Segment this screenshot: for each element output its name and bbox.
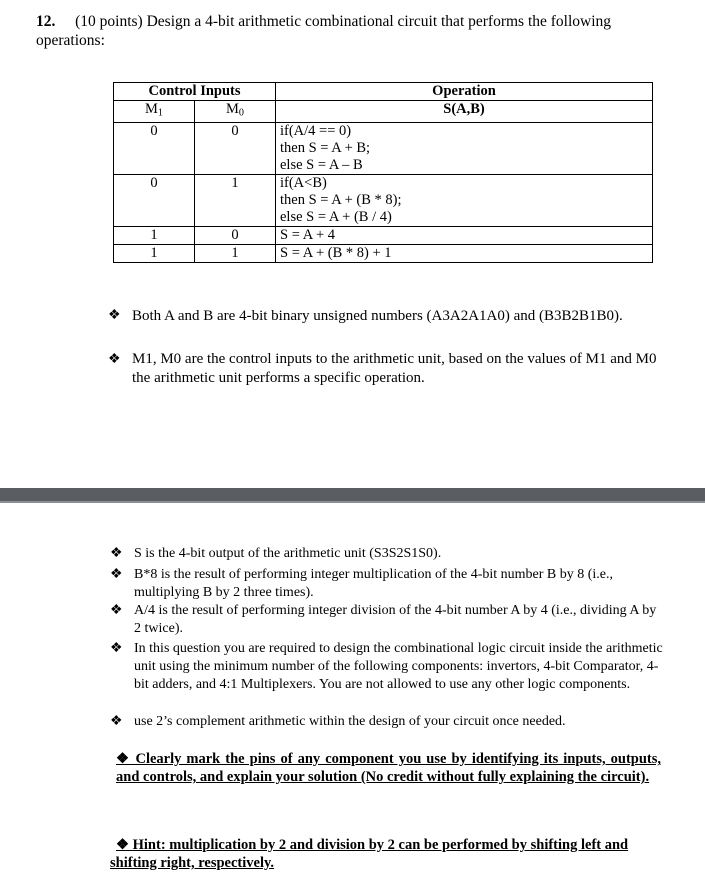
header-operation: Operation — [276, 83, 653, 101]
page-separator — [0, 488, 705, 502]
op-line: then S = A + (B * 8); — [280, 191, 402, 208]
list-item — [110, 640, 665, 714]
note-hint — [110, 836, 662, 872]
page-separator-edge — [0, 501, 705, 503]
hint-text: Hint: multiplication by 2 and division by 2 can be performed by shifting left and shifting right, respectively. — [110, 837, 629, 871]
row-m1: 0 — [114, 174, 195, 226]
bullet-text: S is the 4-bit output of the arithmetic unit (S3S2S1S0). — [134, 546, 442, 561]
row-m0: 1 — [195, 244, 276, 262]
table-row — [114, 174, 653, 226]
bullet-diamond-icon: ❖ — [108, 352, 121, 367]
header-control-inputs: Control Inputs — [114, 83, 276, 101]
list-item — [110, 566, 665, 604]
op-line: then S = A + B; — [280, 139, 371, 156]
bullet-diamond-icon: ❖ — [110, 567, 123, 582]
list-item — [110, 713, 665, 733]
bullet-diamond-icon: ❖ — [110, 641, 123, 656]
op-line: if(A/4 == 0) — [280, 122, 352, 139]
list-item — [108, 350, 663, 390]
row-operation — [276, 174, 653, 226]
bullet-text: use 2’s complement arithmetic within the design of your circuit once needed. — [134, 714, 566, 729]
note-clearly-mark — [116, 750, 661, 786]
note-text: Clearly mark the pins of any component you use by identifying its inputs, outputs, and controls, and explain your solution (No credit without fully explaining the circuit). — [116, 751, 662, 785]
bullet-diamond-icon: ❖ — [110, 603, 123, 618]
question-number: 12. — [36, 13, 56, 30]
op-line: S = A + 4 — [280, 226, 336, 243]
question-header — [36, 12, 611, 31]
bullet-diamond-icon: ❖ — [116, 837, 129, 853]
bullet-diamond-icon: ❖ — [108, 308, 121, 323]
col-s-header: S(A,B) — [276, 101, 653, 123]
list-item — [110, 602, 665, 640]
bullet-diamond-icon: ❖ — [110, 714, 123, 729]
question-continuation: operations: — [36, 32, 105, 49]
bullet-text: B*8 is the result of performing integer multiplication of the 4-bit number B by 8 (i.e., multiplying B by 2 three times). — [134, 567, 614, 600]
col-m0-header: $M_0$ — [195, 101, 276, 123]
col-m1-header: $M_1$ — [114, 101, 195, 123]
question-text: (10 points) Design a 4-bit arithmetic combinational circuit that performs the following — [75, 13, 612, 30]
table-row — [114, 122, 653, 174]
row-m0: 0 — [195, 122, 276, 174]
table-row — [114, 226, 653, 244]
row-m1: 0 — [114, 122, 195, 174]
list-item — [108, 306, 663, 346]
row-m0: 1 — [195, 174, 276, 226]
row-operation — [276, 226, 653, 244]
table-row — [114, 244, 653, 262]
row-m1: 1 — [114, 226, 195, 244]
bullet-text: A/4 is the result of performing integer division of the 4-bit number A by 4 (i.e., dividing A by 2 twice). — [134, 603, 657, 636]
bullet-text: M1, M0 are the control inputs to the arithmetic unit, based on the values of M1 and M0 the arithmetic unit performs a specific operation. — [132, 351, 657, 386]
row-m0: 0 — [195, 226, 276, 244]
bullet-text: Both A and B are 4-bit binary unsigned numbers (A3A2A1A0) and (B3B2B1B0). — [132, 308, 623, 324]
bullet-text: In this question you are required to design the combinational logic circuit inside the arithmetic unit using the minimum number of the following components: invertors, 4-bit Comparator, 4-bit adders, and 4:1 Multiplexers. You are not allowed to use any other logic components. — [134, 641, 663, 692]
op-line: S = A + (B * 8) + 1 — [280, 244, 392, 261]
list-item — [110, 545, 665, 565]
row-m1: 1 — [114, 244, 195, 262]
op-line: else S = A + (B / 4) — [280, 208, 392, 225]
operations-table — [113, 82, 653, 263]
row-operation — [276, 122, 653, 174]
bullet-diamond-icon: ❖ — [116, 751, 131, 767]
op-line: if(A<B) — [280, 174, 327, 191]
row-operation — [276, 244, 653, 262]
bullet-diamond-icon: ❖ — [110, 546, 123, 561]
op-line: else S = A – B — [280, 156, 363, 173]
